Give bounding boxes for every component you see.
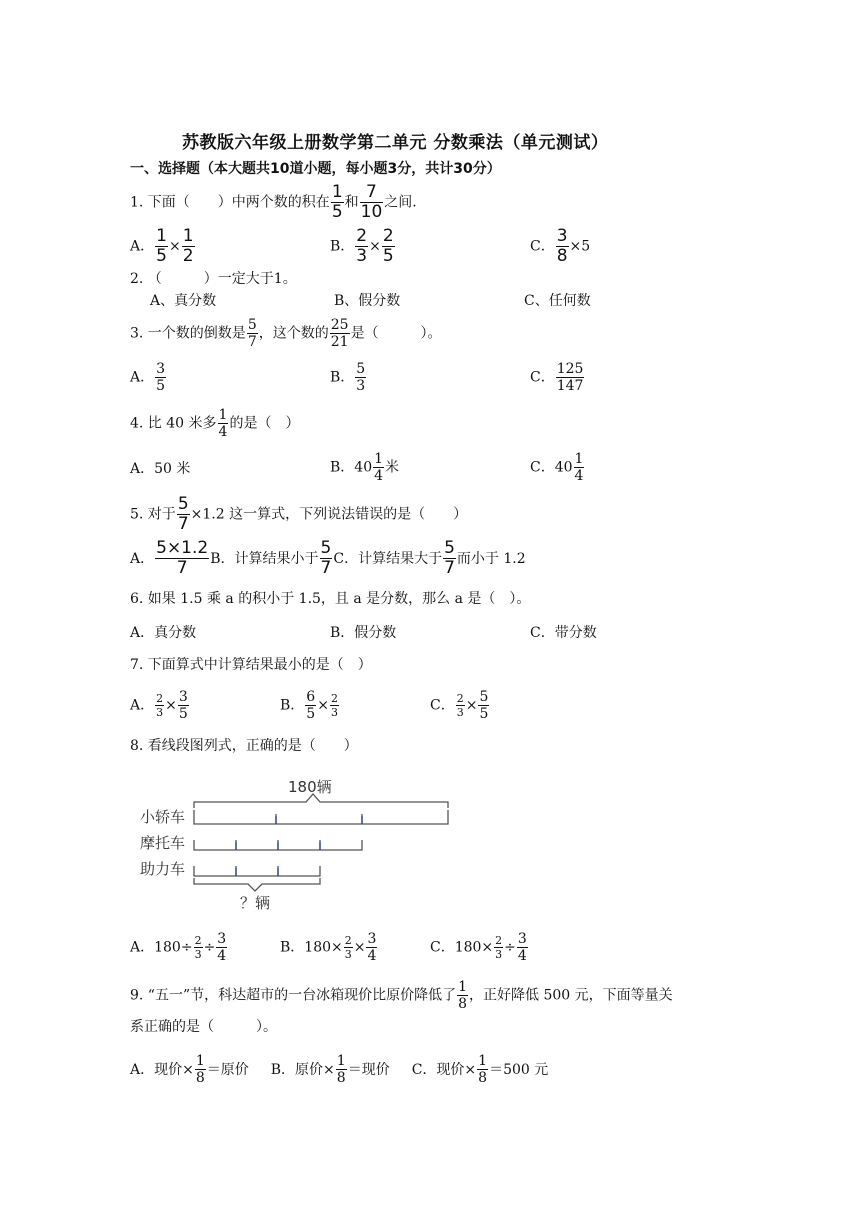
q8-option-a[interactable]: A．180÷ $\frac{2}{3}$ ÷ $\frac{3}{4}$ [130,931,227,964]
segment-diagram [130,770,460,920]
q1-option-b[interactable]: B． $\frac{2}{3}$ × $\frac{2}{5}$ [330,226,394,266]
q7-option-b[interactable]: B． $\frac{6}{5}$ × $\frac{2}{3}$ [280,689,338,722]
q5-option-b[interactable]: B．计算结果小于 $\frac{5}{7}$ [210,538,332,578]
q2-option-b[interactable]: B、假分数 [334,293,401,309]
fraction: $\frac{1}{5}$ [331,182,343,222]
row1-label: 小轿车 [140,808,186,826]
row3-label: 助力车 [140,860,186,878]
q3-option-a[interactable]: A． $\frac{3}{5}$ [130,361,166,394]
question-9: 9. “五一”节，科达超市的一台冰箱现价比原价降低了 $\frac{1}{8}$ ，正好降低 500 元，下面等量关 [130,979,673,1012]
q3-option-c[interactable]: C． $\frac{125}{147}$ [530,361,584,394]
row3-segment [194,866,320,876]
q4-option-a[interactable]: A．50 米 [130,461,191,477]
q1-option-a[interactable]: A． $\frac{1}{5}$ × $\frac{1}{2}$ [130,226,194,266]
question-5: 5. 对于 $\frac{5}{7}$ ×1.2 这一算式，下列说法错误的是（ ） [130,494,468,534]
q6-option-c[interactable]: C．带分数 [530,625,597,641]
q3-option-b[interactable]: B． $\frac{5}{3}$ [330,361,366,394]
question-9-line2: 系正确的是（ ）。 [130,1019,277,1035]
row1-segment [194,810,448,824]
q8-option-c[interactable]: C．180× $\frac{2}{3}$ ÷ $\frac{3}{4}$ [430,931,527,964]
question-8: 8. 看线段图列式，正确的是（ ） [130,738,358,754]
question-1: 1. 下面（ ）中两个数的积在 $\frac{1}{5}$ 和 $\frac{7}{10}$ 之间. [130,182,417,222]
total-brace [194,794,448,808]
q9-option-c[interactable]: C．现价× $\frac{1}{8}$ ＝500 元 [411,1053,549,1086]
q7-option-c[interactable]: C． $\frac{2}{3}$ × $\frac{5}{5}$ [430,689,489,722]
q7-option-a[interactable]: A． $\frac{2}{3}$ × $\frac{3}{5}$ [130,689,188,722]
unknown-label: ？辆 [240,894,271,912]
question-4: 4. 比 40 米多 $\frac{1}{4}$ 的是（ ） [130,407,300,440]
row2-label: 摩托车 [140,834,186,852]
q5-option-a[interactable]: A． $\frac{5\times 1.2}{7}$ [130,538,209,578]
question-7: 7. 下面算式中计算结果最小的是（ ） [130,657,372,673]
unknown-brace [194,878,320,891]
q1-option-c[interactable]: C． $\frac{3}{8}$ ×5 [530,226,591,266]
q2-option-a[interactable]: A、真分数 [150,293,217,309]
q4-option-c[interactable]: C．40 $\frac{1}{4}$ [530,451,584,484]
total-label: 180辆 [288,778,332,796]
q4-option-b[interactable]: B．40 $\frac{1}{4}$ 米 [330,451,400,484]
q5-option-c[interactable]: C．计算结果大于 $\frac{5}{7}$ 而小于 1.2 [333,538,526,578]
question-3: 3. 一个数的倒数是 $\frac{5}{7}$ ，这个数的 $\frac{25}{21}$ 是（ ）。 [130,317,442,350]
q9-option-a[interactable]: A．现价× $\frac{1}{8}$ ＝原价 [130,1053,249,1086]
q8-option-b[interactable]: B．180× $\frac{2}{3}$ × $\frac{3}{4}$ [280,931,377,964]
page-title: 苏教版六年级上册数学第二单元 分数乘法（单元测试） [182,133,609,153]
fraction: $\frac{7}{10}$ [360,182,383,222]
q5-options [130,540,526,577]
q9-options [130,1054,548,1085]
question-6: 6. 如果 1.5 乘 a 的积小于 1.5，且 a 是分数，那么 a 是（ ）。 [130,591,531,607]
question-2: 2. （ ）一定大于1。 [130,271,297,287]
q6-option-b[interactable]: B．假分数 [330,625,397,641]
q9-option-b[interactable]: B．原价× $\frac{1}{8}$ ＝现价 [270,1053,390,1086]
q6-option-a[interactable]: A．真分数 [130,625,197,641]
q2-option-c[interactable]: C、任何数 [524,293,591,309]
section-heading: 一、选择题（本大题共10道小题，每小题3分，共计30分） [130,161,501,177]
